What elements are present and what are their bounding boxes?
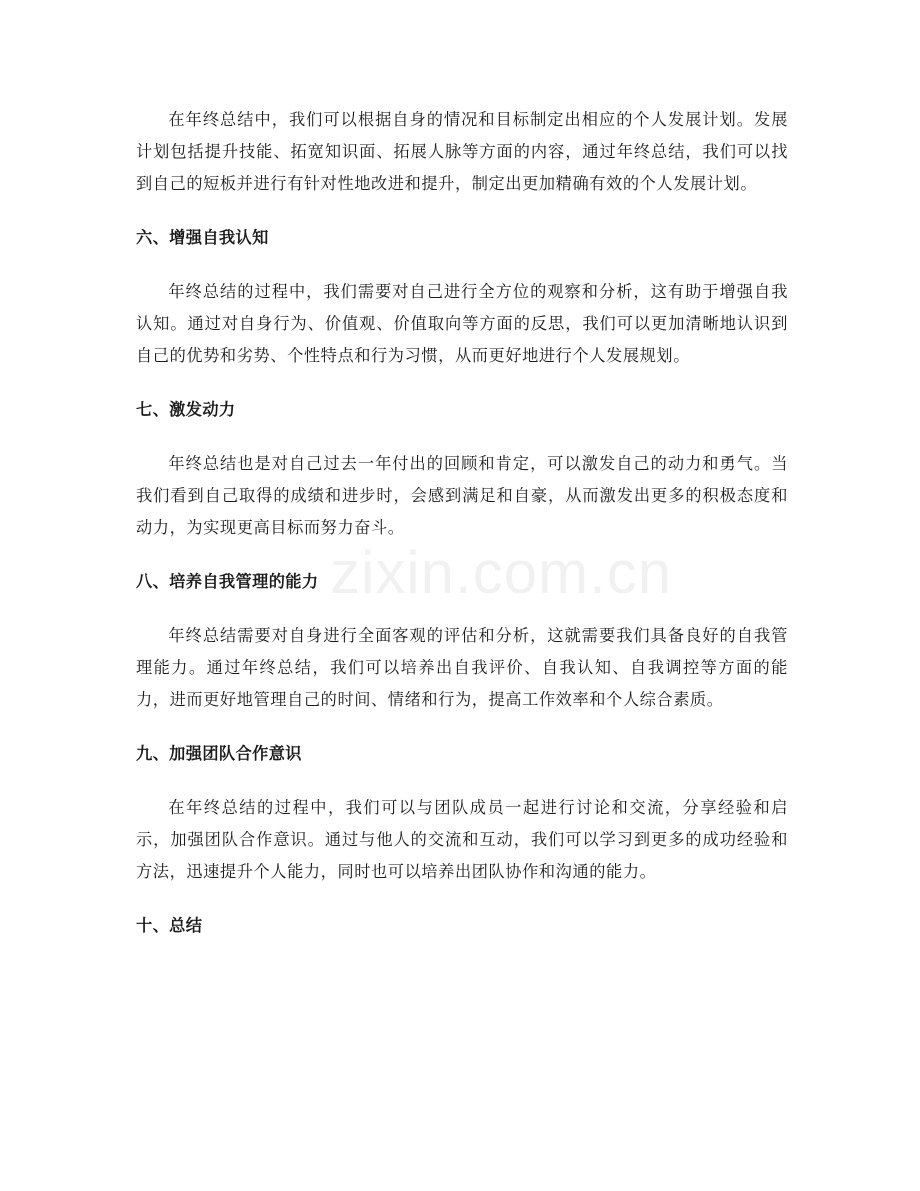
- heading-summary: 十、总结: [136, 916, 203, 935]
- heading-self-awareness: 六、增强自我认知: [136, 228, 269, 247]
- document-body: [136, 104, 788, 942]
- paragraph-self-management: 年终总结需要对自身进行全面客观的评估和分析，这就需要我们具备良好的自我管理能力。通过年终总结，我们可以培养出自我评价、自我认知、自我调控等方面的能力，进而更好地管理自己的时间、情绪和行为，提高工作效率和个人综合素质。: [136, 626, 788, 709]
- paragraph-teamwork: 在年终总结的过程中，我们可以与团队成员一起进行讨论和交流，分享经验和启示，加强团队合作意识。通过与他人的交流和互动，我们可以学习到更多的成功经验和方法，迅速提升个人能力，同时也可以培养出团队协作和沟通的能力。: [136, 798, 788, 881]
- heading-self-management: 八、培养自我管理的能力: [136, 572, 319, 591]
- heading-teamwork: 九、加强团队合作意识: [136, 744, 302, 763]
- paragraph-personal-plan: 在年终总结中，我们可以根据自身的情况和目标制定出相应的个人发展计划。发展计划包括提升技能、拓宽知识面、拓展人脉等方面的内容，通过年终总结，我们可以找到自己的短板并进行有针对性地改进和提升，制定出更加精确有效的个人发展计划。: [136, 110, 788, 193]
- paragraph-motivation: 年终总结也是对自己过去一年付出的回顾和肯定，可以激发自己的动力和勇气。当我们看到自己取得的成绩和进步时，会感到满足和自豪，从而激发出更多的积极态度和动力，为实现更高目标而努力奋斗。: [136, 454, 788, 537]
- watermark: zixin.com.cn: [330, 539, 673, 606]
- paragraph-self-awareness: 年终总结的过程中，我们需要对自己进行全方位的观察和分析，这有助于增强自我认知。通过对自身行为、价值观、价值取向等方面的反思，我们可以更加清晰地认识到自己的优势和劣势、个性特点和行为习惯，从而更好地进行个人发展规划。: [136, 282, 788, 365]
- heading-motivation: 七、激发动力: [136, 400, 236, 419]
